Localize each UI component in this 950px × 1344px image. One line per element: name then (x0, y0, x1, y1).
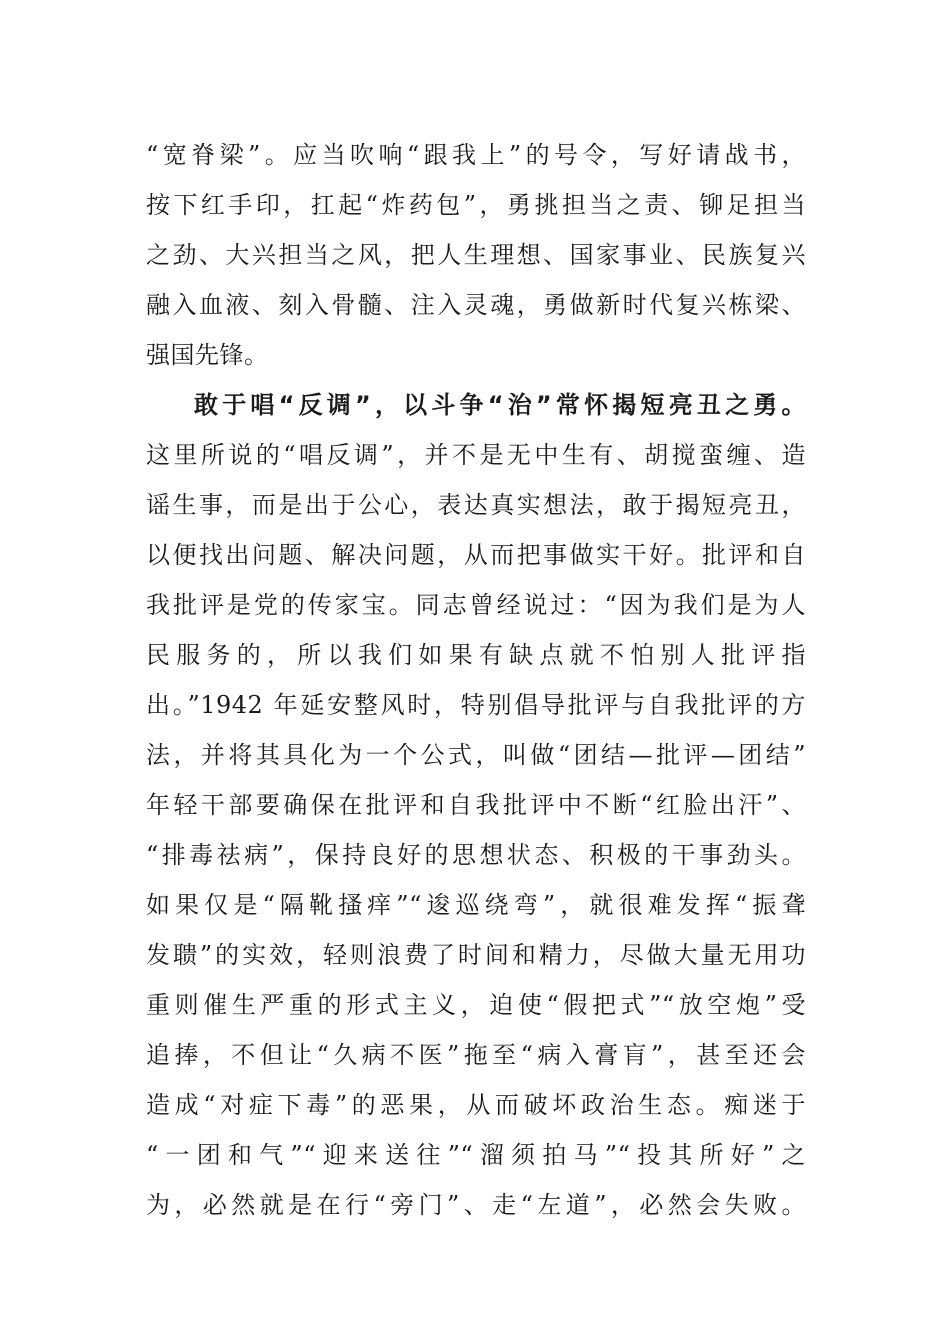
text-line: 重则催生严重的形式主义，迫使“假把式”“放空炮”受 (146, 991, 806, 1019)
section-heading: 敢于唱“反调”，以斗争“治”常怀揭短亮丑之勇。 (194, 391, 806, 419)
text-line: 法，并将其具化为一个公式，叫做“团结—批评—团结” (146, 741, 806, 769)
paragraph-1 (146, 130, 806, 380)
paragraph-2 (146, 430, 806, 1230)
document-body (146, 130, 806, 1230)
text-line: 谣生事，而是出于公心，表达真实想法，敢于揭短亮丑， (146, 491, 806, 519)
text-line: 我批评是党的传家宝。同志曾经说过：“因为我们是为人 (146, 591, 806, 619)
text-line: “一团和气”“迎来送往”“溜须拍马”“投其所好”之 (146, 1141, 806, 1169)
text-line: 追捧，不但让“久病不医”拖至“病入膏肓”，甚至还会 (146, 1041, 806, 1069)
text-line: 融入血液、刻入骨髓、注入灵魂，勇做新时代复兴栋梁、 (146, 291, 806, 319)
text-line: 发聩”的实效，轻则浪费了时间和精力，尽做大量无用功 (146, 941, 806, 969)
text-line: 造成“对症下毒”的恶果，从而破坏政治生态。痴迷于 (146, 1091, 806, 1119)
text-line: 出。”1942 年延安整风时，特别倡导批评与自我批评的方 (146, 691, 806, 719)
text-line: 以便找出问题、解决问题，从而把事做实干好。批评和自 (146, 541, 806, 569)
text-line: 按下红手印，扛起“炸药包”，勇挑担当之责、铆足担当 (146, 191, 806, 219)
text-line: 强国先锋。 (146, 341, 269, 369)
text-line: “宽脊梁”。应当吹响“跟我上”的号令，写好请战书， (146, 141, 806, 169)
text-line: “排毒祛病”，保持良好的思想状态、积极的干事劲头。 (146, 841, 806, 869)
text-line: 这里所说的“唱反调”，并不是无中生有、胡搅蛮缠、造 (146, 441, 806, 469)
text-line: 之劲、大兴担当之风，把人生理想、国家事业、民族复兴 (146, 241, 806, 269)
text-line: 民服务的，所以我们如果有缺点就不怕别人批评指 (146, 641, 806, 669)
text-line: 如果仅是“隔靴搔痒”“逡巡绕弯”，就很难发挥“振聋 (146, 891, 806, 919)
text-line: 年轻干部要确保在批评和自我批评中不断“红脸出汗”、 (146, 791, 806, 819)
text-line: 为，必然就是在行“旁门”、走“左道”，必然会失败。 (146, 1191, 806, 1219)
